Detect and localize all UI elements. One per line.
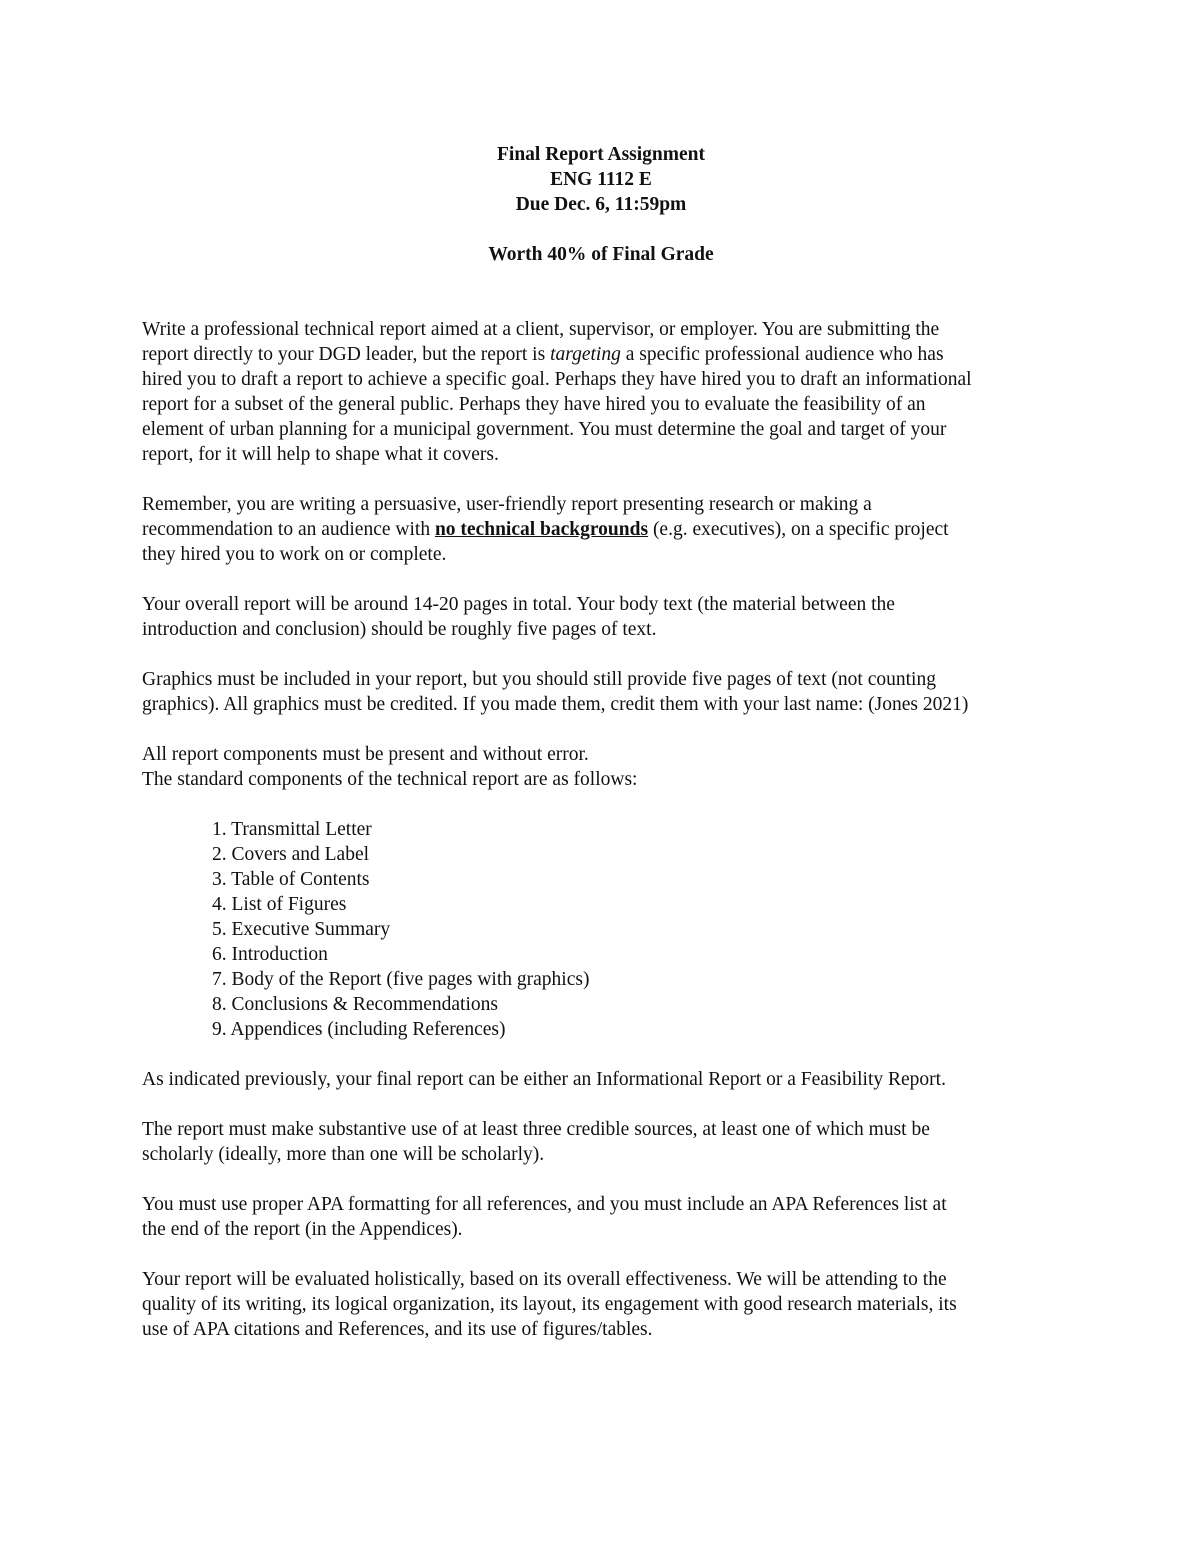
evaluation-paragraph: Your report will be evaluated holistically, based on its overall effectiveness. We will be attending to the quality of its writing, its logical organization, its layout, its engagement with good research materials, its use of APA citations and References, and its use of figures/tables. <box>142 1269 957 1340</box>
list-item: 2. Covers and Label <box>212 844 370 865</box>
course-code: ENG 1112 E <box>550 169 652 190</box>
due-date: Due Dec. 6, 11:59pm <box>515 194 687 215</box>
list-item: 3. Table of Contents <box>212 869 370 890</box>
document-page <box>142 142 1060 1342</box>
list-item: 5. Executive Summary <box>212 919 391 940</box>
intro-paragraph: Write a professional technical report aimed at a client, supervisor, or employer. You are submitting the report directly to your DGD leader, but the report is targeting a specific professional audience who has hired you to draft a report to achieve a specific goal. Perhaps they have hired you to draft an informational report for a subset of the general public. Perhaps they have hired you to evaluate the feasibility of an element of urban planning for a municipal government. You must determine the goal and target of your report, for it will help to shape what it covers. <box>142 319 972 465</box>
list-item: 7. Body of the Report (five pages with graphics) <box>212 969 590 990</box>
remember-paragraph: Remember, you are writing a persuasive, user-friendly report presenting research or making a recommendation to an audience with no technical backgrounds (e.g. executives), on a specific project they hired you to work on or complete. <box>142 494 949 565</box>
list-item: 8. Conclusions & Recommendations <box>212 994 498 1015</box>
list-item: 4. List of Figures <box>212 894 347 915</box>
grade-weight: Worth 40% of Final Grade <box>488 244 714 265</box>
list-item: 1. Transmittal Letter <box>212 819 372 840</box>
list-item: 6. Introduction <box>212 944 328 965</box>
emphasis-targeting: targeting <box>550 344 621 365</box>
apa-paragraph: You must use proper APA formatting for all references, and you must include an APA References list at the end of the report (in the Appendices). <box>142 1194 947 1240</box>
sources-paragraph: The report must make substantive use of at least three credible sources, at least one of which must be scholarly (ideally, more than one will be scholarly). <box>142 1119 930 1165</box>
components-intro: All report components must be present and without error. The standard components of the technical report are as follows: <box>142 744 638 790</box>
emphasis-no-technical-backgrounds: no technical backgrounds <box>434 519 649 540</box>
graphics-paragraph: Graphics must be included in your report, but you should still provide five pages of text (not counting graphics). All graphics must be credited. If you made them, credit them with your last name: (Jones 2021) <box>142 669 969 715</box>
list-item: 9. Appendices (including References) <box>212 1019 506 1040</box>
length-paragraph: Your overall report will be around 14-20 pages in total. Your body text (the material between the introduction and conclusion) should be roughly five pages of text. <box>142 594 895 640</box>
document-heading <box>142 142 1060 267</box>
report-type-paragraph: As indicated previously, your final report can be either an Informational Report or a Feasibility Report. <box>142 1069 946 1090</box>
components-list <box>142 817 1060 1042</box>
assignment-title: Final Report Assignment <box>496 144 705 165</box>
